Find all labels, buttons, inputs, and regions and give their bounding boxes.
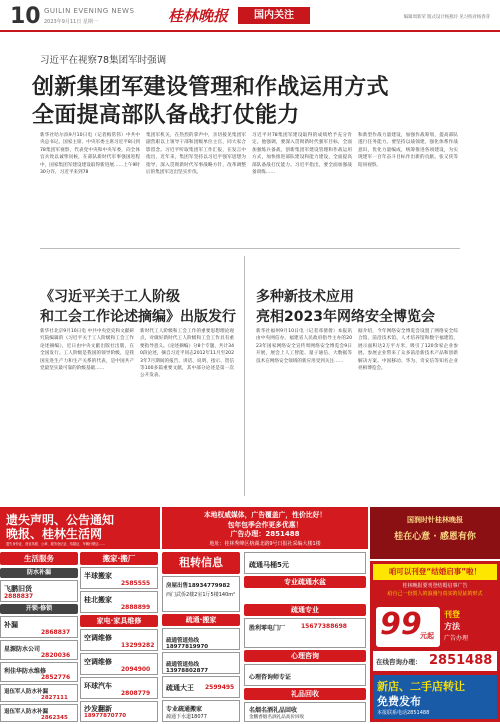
rent1-title: 房屋出售18934779982: [166, 583, 231, 589]
psych1-name: 胜利零电门厂: [249, 625, 286, 632]
story1-col1: 新华社哈尔滨9月10日电（记者梅常伟）中共中央总书记、国家主席、中央军委主席习近平8日到78集团军视察，代表党中央和中央军委，向全体官兵致以诚挚问候，在部队新时代军事强国进程中，国家集团军建设建设取得新进展……上午9时30分许，习近平来到78: [40, 133, 140, 176]
pipe1-box[interactable]: [162, 628, 240, 650]
ad-banner-right-l1: 国润时针桂林晚报: [407, 516, 463, 524]
rent-special-name: 专业疏通搬家: [166, 706, 203, 713]
page-number: 10: [10, 4, 41, 29]
sub-water-tag: 防水补漏: [0, 568, 78, 578]
promo-phone-label: 在线咨询办理：: [376, 658, 422, 666]
svc-aircon1-tel: 13299282: [121, 642, 155, 649]
svc2-tel: 2868837: [41, 629, 71, 636]
svc5-tel: 2827111: [41, 695, 68, 701]
divider: [244, 256, 245, 496]
svc-moving2-name: 桂北搬家: [84, 596, 112, 604]
rent-sub-tag: 专业疏通水盆: [244, 576, 366, 588]
promo-unit: 元起: [420, 632, 434, 640]
svc2-box[interactable]: [0, 616, 78, 638]
rent-special-box[interactable]: [162, 700, 240, 722]
promo-top: 咱可以刊登“结婚启事”啦！: [373, 564, 497, 580]
rent-sub3-tag: 心理咨询: [244, 650, 366, 662]
svc6-name: 退伍军人防水补漏: [4, 709, 49, 715]
promo-bottom-box: [373, 675, 497, 719]
psych1-tel: 15677388698: [301, 623, 347, 630]
sub-lock-tag: 开锁·修锁: [0, 604, 78, 614]
pipe-side-box[interactable]: [244, 552, 366, 574]
promo-right2: 方法: [444, 622, 460, 631]
story3-col2: 据介绍，今年网络安全博览会设置了网络安全综合馆、前沿技术馆、人才培养馆和数字福建馆，展示面积达2万平方米，吸引了120余家企业参展。参展企业带来了众多前沿新技术产品和创新解决方案。中国移动、华为、奇安信等知名企业亮相博览会。: [358, 329, 458, 372]
ad-banner-left-l1: 遗失声明、公告通知: [6, 513, 115, 527]
svc4-box[interactable]: [0, 662, 78, 682]
paper-english-name: GUILIN EVENING NEWS: [44, 7, 135, 15]
pipe3-box[interactable]: [162, 676, 240, 698]
psych2-box[interactable]: [244, 664, 366, 686]
divider: [40, 248, 460, 249]
psych3-desc: 金鹏香烟名酒礼品高价回收: [249, 715, 305, 720]
svc-sofa-box[interactable]: [80, 701, 158, 722]
svc3-name: 星源防水公司: [4, 646, 41, 653]
svc3-tel: 2820036: [41, 652, 71, 659]
story3-col1: 新华社福州9月10日电（记者邓倩倩）本报讯 由中央网信办、福建省人民政府指导主办的2023年国家网络安全宣传周网络安全博览会9日开展，展会上人工智能、量子通信、大数据等技术在网络安全领域的新应用受到关注……: [256, 329, 352, 364]
svc6-box[interactable]: [0, 704, 78, 722]
promo-right3: 广告办理: [444, 635, 469, 642]
svc5-box[interactable]: [0, 684, 78, 702]
promo-bottom: 新店、二手店转让: [377, 680, 465, 693]
ad-banner-right-l2: 桂在心意 · 感恩有你: [394, 532, 476, 542]
svc2-name: 补漏: [4, 621, 18, 629]
paper-logo: 桂林晚报: [168, 7, 229, 25]
svc-sofa-name: 沙发翻新: [84, 705, 112, 713]
promo-price: 99: [380, 607, 422, 642]
svc-aircon2-tel: 2094900: [121, 666, 151, 673]
cat-life-tag: 生活服务: [0, 552, 78, 565]
ad-banner-center-l3: 广告办理：2851488: [230, 530, 300, 538]
editor-credit: 编辑周新荣 版式设计杨燕玲 见习校对杨春芽: [403, 15, 490, 20]
svc1-name: 飞鹏旧货: [4, 585, 32, 593]
section-label: 国内关注: [238, 7, 310, 24]
psych1-box[interactable]: [244, 618, 366, 648]
promo-desc: 给自己一份贺人的浪漫与真实的见证的形式: [387, 591, 483, 597]
ad-banner-center-l4: 地址：桂林秀峰区榕湖北路9号日报社采编大楼1楼: [209, 541, 321, 547]
story3-title-line2: 亮相2023年网络安全博览会: [256, 309, 435, 325]
promo-bottom-small: 本报联系电话2851488: [377, 710, 430, 716]
svc1-tel: 2888837: [4, 593, 34, 600]
ad-banner-right: [370, 507, 500, 559]
rent1-box[interactable]: [162, 576, 240, 612]
psych3-name: 名烟名酒礼品回收: [249, 707, 298, 714]
cat-repair-tag: 疏通·搬家: [162, 614, 240, 626]
promo-phone: 2851488: [429, 653, 493, 668]
story1-title-line2: 全面提高部队备战打仗能力: [32, 103, 300, 128]
header-rule: [0, 30, 500, 32]
ad-banner-left-l2: 晚报、桂林生活网: [6, 527, 103, 541]
ad-banner-center-l1: 本地权威媒体，广告覆盖广，性价比好！: [203, 511, 327, 519]
svc6-tel: 2862345: [41, 715, 68, 721]
svc-moving1-tel: 2585555: [121, 580, 151, 587]
svc-clean-box[interactable]: [80, 677, 158, 699]
svc-moving2-box[interactable]: [80, 591, 158, 613]
svc4-name: 利佳华防水维修: [4, 668, 47, 675]
svc-aircon1-name: 空调维修: [84, 634, 112, 642]
ad-banner-left: [0, 507, 160, 549]
svc4-tel: 2852776: [41, 674, 71, 681]
ad-banner-left-small: 遗失身份证、营业执照、公章、税务登记证、结婚证、车辆行驶证……: [6, 542, 105, 546]
promo-bottom2: 免费发布: [377, 695, 421, 708]
rent-special-desc: 疏通下水道18077: [166, 714, 207, 720]
pipe3-tel: 2599495: [205, 684, 235, 691]
promo-right: 刊登: [444, 610, 460, 619]
story1-col4: 和新型作战力量建设，加强作战筹划，提高部队遂行任务能力。要坚持以战领建，强化体系作战意识，优化力量编成，统筹推进各项建设，为实现建军一百年奋斗目标作出新的贡献。张又侠等陪同视察。: [358, 133, 458, 168]
promo-panel: [370, 561, 500, 722]
svc5-name: 退伍军人防水补漏: [4, 689, 49, 695]
svc3-box[interactable]: [0, 640, 78, 660]
story1-col2: 集团军机关，在热烈的掌声中，亲切接见集团军副营职以上领导干部和团级单位主官，同大家合影留念。习近平听取集团军工作汇报，在发言中指出，近年来，集团军坚持以习近平强军思想为指导，深入贯彻新时代军事战略方针，改革调整后的集团军迈出坚实步伐。: [146, 133, 246, 176]
cat-moving-tag: 搬家·搬厂: [80, 552, 158, 565]
pipe3-name: 疏通大王: [166, 684, 194, 692]
story2-col1: 新华社北京9月10日电 中共中央党史和文献研究院编辑的《习近平关于工人阶级和工会工作论述摘编》，近日由中央文献出版社出版，在全国发行。工人阶级是我国的领导阶级，是我国先进生产力和生产关系的代表，是中国共产党最坚实最可靠的阶级基础……: [40, 329, 134, 372]
pipe-side-text: 疏通马桶5元: [249, 561, 289, 569]
pipe1-text: 疏通管道热线18977819970: [166, 638, 209, 650]
pipe2-text: 疏通管道热线13978802877: [166, 662, 209, 674]
cat-home-tag: 家电·家具维修: [80, 615, 158, 627]
svc-clean-tel: 2808779: [121, 690, 151, 697]
rent1-desc: 西门武侨2楼2室1厅5楼140m²: [166, 592, 236, 598]
pipe2-box[interactable]: [162, 652, 240, 674]
svc-aircon1-box[interactable]: [80, 629, 158, 651]
svc1-box[interactable]: [0, 580, 78, 602]
story2-title-line2: 和工会工作论述摘编》出版发行: [40, 309, 236, 325]
story1-title-line1: 创新集团军建设管理和作战运用方式: [32, 75, 389, 100]
story1-kicker: 习近平在视察78集团军时强调: [40, 55, 167, 66]
story2-title-line1: 《习近平关于工人阶级: [40, 289, 180, 305]
cat-rent-tag: 租转信息: [162, 552, 240, 574]
story3-title-line1: 多种新技术应用: [256, 289, 354, 305]
promo-phone-box[interactable]: [373, 651, 497, 671]
promo-price-box: [376, 607, 440, 647]
rent-sub2-tag: 疏通专业: [244, 604, 366, 616]
svc-clean-name: 环球汽车: [84, 682, 112, 690]
cat-gift-tag: 礼品回收: [244, 688, 366, 700]
ad-banner-center: [162, 507, 368, 549]
ad-banner-center-l2: 包年包季会作更多优惠！: [227, 521, 303, 529]
promo-sub: 桂林晚报要刊登结婚启事广告: [402, 583, 468, 589]
story1-col3: 习近平对78集团军建设取得的成绩给予充分肯定。他强调，要深入贯彻新时代强军目标，全面加强练兵备战，创新集团军建设管理和作战运用方式，加快推进部队建设和能力建设，全面提高部队备战打仗能力。习近平指出，要全面加强战备训练……: [252, 133, 352, 176]
psych2-text: 心理咨询师专证: [249, 674, 292, 681]
svc-sofa-tel: 18977870770: [84, 713, 127, 719]
svc-aircon2-box[interactable]: [80, 653, 158, 675]
svc-moving2-tel: 2888899: [121, 604, 151, 611]
issue-date: 2023年9月11日 星期一: [44, 19, 98, 25]
story2-col2: 新时代工人阶级和工会工作的重要思想理论观点，对做好新时代工人阶级和工会工作具有重要指导意义。《论述摘编》分8个专题，共计340段论述，摘自习近平同志2012年11月至2023年7月期间的报告、讲话、说明、指示、贺信等100多篇重要文献，其中部分论述是第一次公开发表。: [140, 329, 234, 379]
psych3-box[interactable]: [244, 702, 366, 722]
svc-moving1-box[interactable]: [80, 567, 158, 589]
svc-moving1-name: 半球搬家: [84, 572, 112, 580]
svc-aircon2-name: 空调维修: [84, 658, 112, 666]
